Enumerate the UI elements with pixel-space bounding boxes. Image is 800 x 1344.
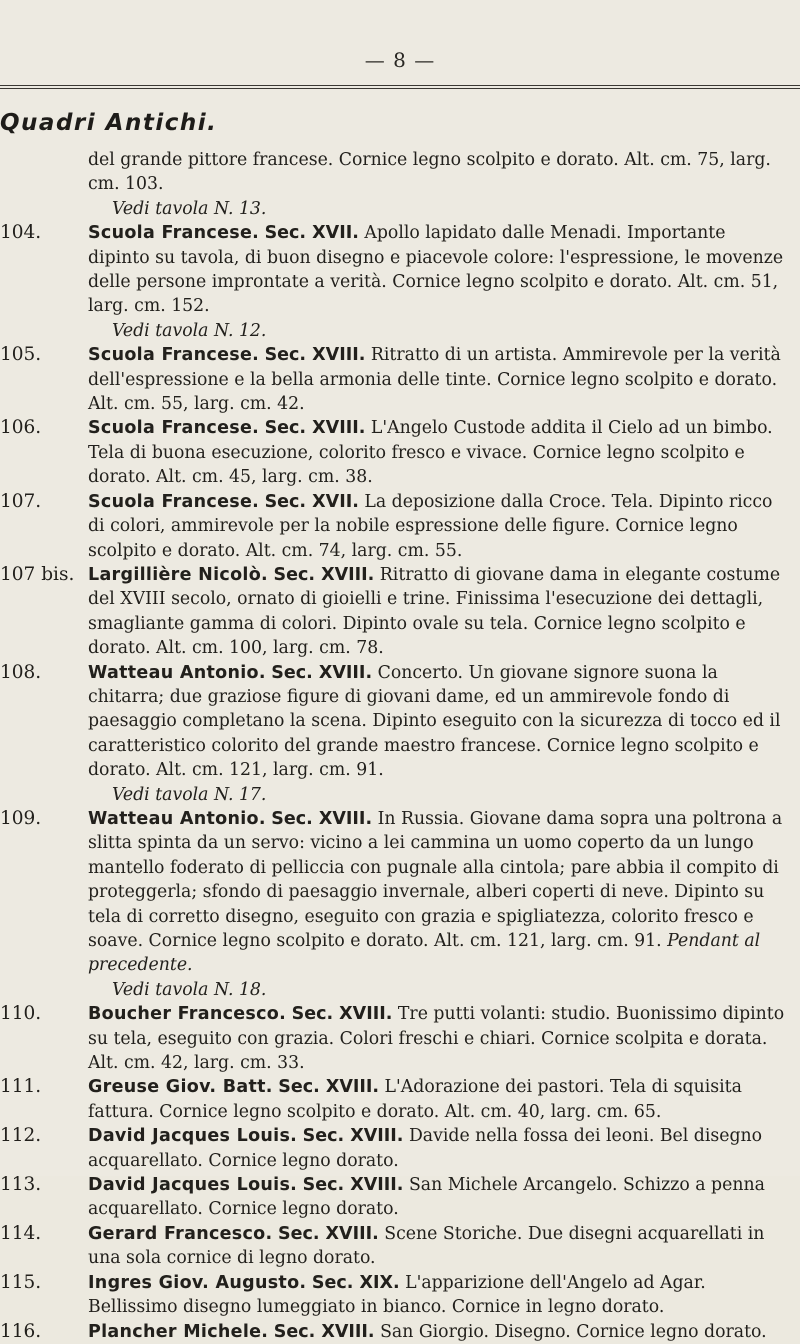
entry-number: 107 bis. [0,563,75,585]
catalog-entry [0,1002,792,1075]
artist-name: Boucher Francesco. [88,1004,287,1025]
century: Sec. XVIII. [271,808,373,829]
century: Sec. XVII. [264,491,359,512]
catalog-entry [0,1173,792,1222]
entry-description: L'Adorazione dei pastori. Tela di squisita fattura. Cornice legno scolpito e dorato. Alt. cm. 40, larg. cm. 65. [88,1077,742,1122]
entry-description: Davide nella fossa dei leoni. Bel disegno acquarellato. Cornice legno dorato. [88,1126,763,1171]
pendant-note: Pendant al precedente. [88,931,761,976]
artist-name: Watteau Antonio. [88,808,266,829]
plate-reference: Vedi tavola N. 17. [112,784,267,805]
catalog-entry [0,1222,792,1271]
header-rule-secondary [0,88,800,89]
entry-number: 104. [0,222,42,244]
entry-number: 116. [0,1320,42,1342]
artist-name: Scuola Francese. [88,491,260,512]
artist-name: Watteau Antonio. [88,662,266,683]
century: Sec. XVIII. [273,564,375,585]
century: Sec. XVII. [264,223,359,244]
entry-description: Ritratto di un artista. Ammirevole per la verità dell'espressione e la bella armonia delle tinte. Cornice legno scolpito e dorato. Alt. cm. 55, larg. cm. 42. [88,345,781,415]
continued-entry-text: del grande pittore francese. Cornice legno scolpito e dorato. Alt. cm. 75, larg. cm. 103. [88,150,771,195]
entry-description: Ritratto di giovane dama in elegante costume del XVIII secolo, ornato di gioielli e trine. Finissima l'esecuzione dei dettagli, smagliante gamma di colori. Dipinto ovale su tela. Cornice legno scolpito e dorato. Alt. cm. 100, larg. cm. 78. [88,564,781,659]
entry-number: 113. [0,1174,42,1196]
artist-name: Largillière Nicolò. [88,564,268,585]
entry-description: La deposizione dalla Croce. Tela. Dipinto ricco di colori, ammirevole per la nobile espressione delle figure. Cornice legno scolpito e dorato. Alt. cm. 74, larg. cm. 55. [88,491,773,561]
artist-name: Gerard Francesco. [88,1223,273,1244]
entry-number: 105. [0,344,42,366]
plate-reference: Vedi tavola N. 12. [112,320,267,341]
plate-reference: Vedi tavola N. 18. [112,979,267,1000]
artist-name: Ingres Giov. Augusto. [88,1272,307,1293]
entry-number: 115. [0,1271,42,1293]
century: Sec. XVIII. [264,345,366,366]
entry-description: L'apparizione dell'Angelo ad Agar. Bellissimo disegno lumeggiato in bianco. Cornice in legno dorato. [88,1272,706,1318]
catalog-entry [0,221,792,343]
catalog-list [0,148,792,1344]
entry-number: 110. [0,1003,42,1025]
century: Sec. XVIII. [271,662,373,683]
artist-name: David Jacques Louis. [88,1175,298,1196]
artist-name: Scuola Francese. [88,345,260,366]
century: Sec. XIX. [311,1272,400,1293]
entry-description: Apollo lapidato dalle Menadi. Importante dipinto su tavola, di buon disegno e piacevole colore: l'espressione, le movenze delle persone improntate a verità. Cornice legno scolpito e dorato. Alt. cm. 51, larg. cm. 152. [88,223,784,317]
entry-description: Scene Storiche. Due disegni acquarellati in una sola cornice di legno dorato. [88,1223,765,1269]
catalog-entry [0,807,792,1002]
catalog-entry [0,1075,792,1124]
century: Sec. XVIII. [302,1126,404,1147]
entry-number: 107. [0,490,42,512]
century: Sec. XVIII. [273,1321,375,1342]
plate-reference: Vedi tavola N. 13. [112,198,267,219]
entry-description: Concerto. Un giovane signore suona la chitarra; due graziose figure di giovani dame, ed un ammirevole fondo di paesaggio completano la scena. Dipinto eseguito con la sicurezza di tocco ed il caratteristico colorito del grande maestro francese. Cornice legno scolpito e dorato. Alt. cm. 121, larg. cm. 91. [88,662,781,781]
section-title: Quadri Antichi. [0,110,218,136]
catalog-entry [0,1320,792,1344]
catalog-entry [0,343,792,416]
continued-entry [0,148,792,221]
catalog-entry [0,490,792,563]
artist-name: Plancher Michele. [88,1321,269,1342]
catalog-entry [0,416,792,489]
artist-name: Scuola Francese. [88,223,260,244]
century: Sec. XVIII. [291,1004,393,1025]
entry-number: 106. [0,417,42,439]
entry-description: San Giorgio. Disegno. Cornice legno dorato. [380,1321,767,1342]
catalog-entry [0,563,792,661]
catalog-entry [0,661,792,807]
century: Sec. XVIII. [264,418,366,439]
entry-number: 111. [0,1076,42,1098]
entry-number: 112. [0,1125,42,1147]
entry-description: L'Angelo Custode addita il Cielo ad un bimbo. Tela di buona esecuzione, colorito fresco e vivace. Cornice legno scolpito e dorato. Alt. cm. 45, larg. cm. 38. [88,418,773,488]
century: Sec. XVIII. [278,1077,380,1098]
entry-description: San Michele Arcangelo. Schizzo a penna acquarellato. Cornice legno dorato. [88,1175,765,1220]
entry-number: 108. [0,661,42,683]
artist-name: David Jacques Louis. [88,1126,298,1147]
catalog-entry [0,1124,792,1173]
entry-description: In Russia. Giovane dama sopra una poltrona a slitta spinta da un servo: vicino a lei cammina un uomo coperto da un lungo mantello foderato di pelliccia con pugnale alla cintola; pare abbia il compito di proteggerla; sfondo di paesaggio invernale, alberi coperti di neve. Dipinto su tela di corretto disegno, eseguito con grazia e spigliatezza, colorito fresco e soave. Cornice legno scolpito e dorato. Alt. cm. 121, larg. cm. 91. [88,808,783,951]
header-rule [0,85,800,86]
catalog-entry [0,1271,792,1320]
century: Sec. XVIII. [302,1175,404,1196]
entry-number: 114. [0,1222,42,1244]
entry-description: Tre putti volanti: studio. Buonissimo dipinto su tela, eseguito con grazia. Colori freschi e chiari. Cornice scolpita e dorata. Alt. cm. 42, larg. cm. 33. [88,1004,785,1074]
artist-name: Scuola Francese. [88,418,260,439]
century: Sec. XVIII. [277,1223,379,1244]
artist-name: Greuse Giov. Batt. [88,1077,273,1098]
page-number: — 8 — [364,48,436,72]
entry-number: 109. [0,807,42,829]
